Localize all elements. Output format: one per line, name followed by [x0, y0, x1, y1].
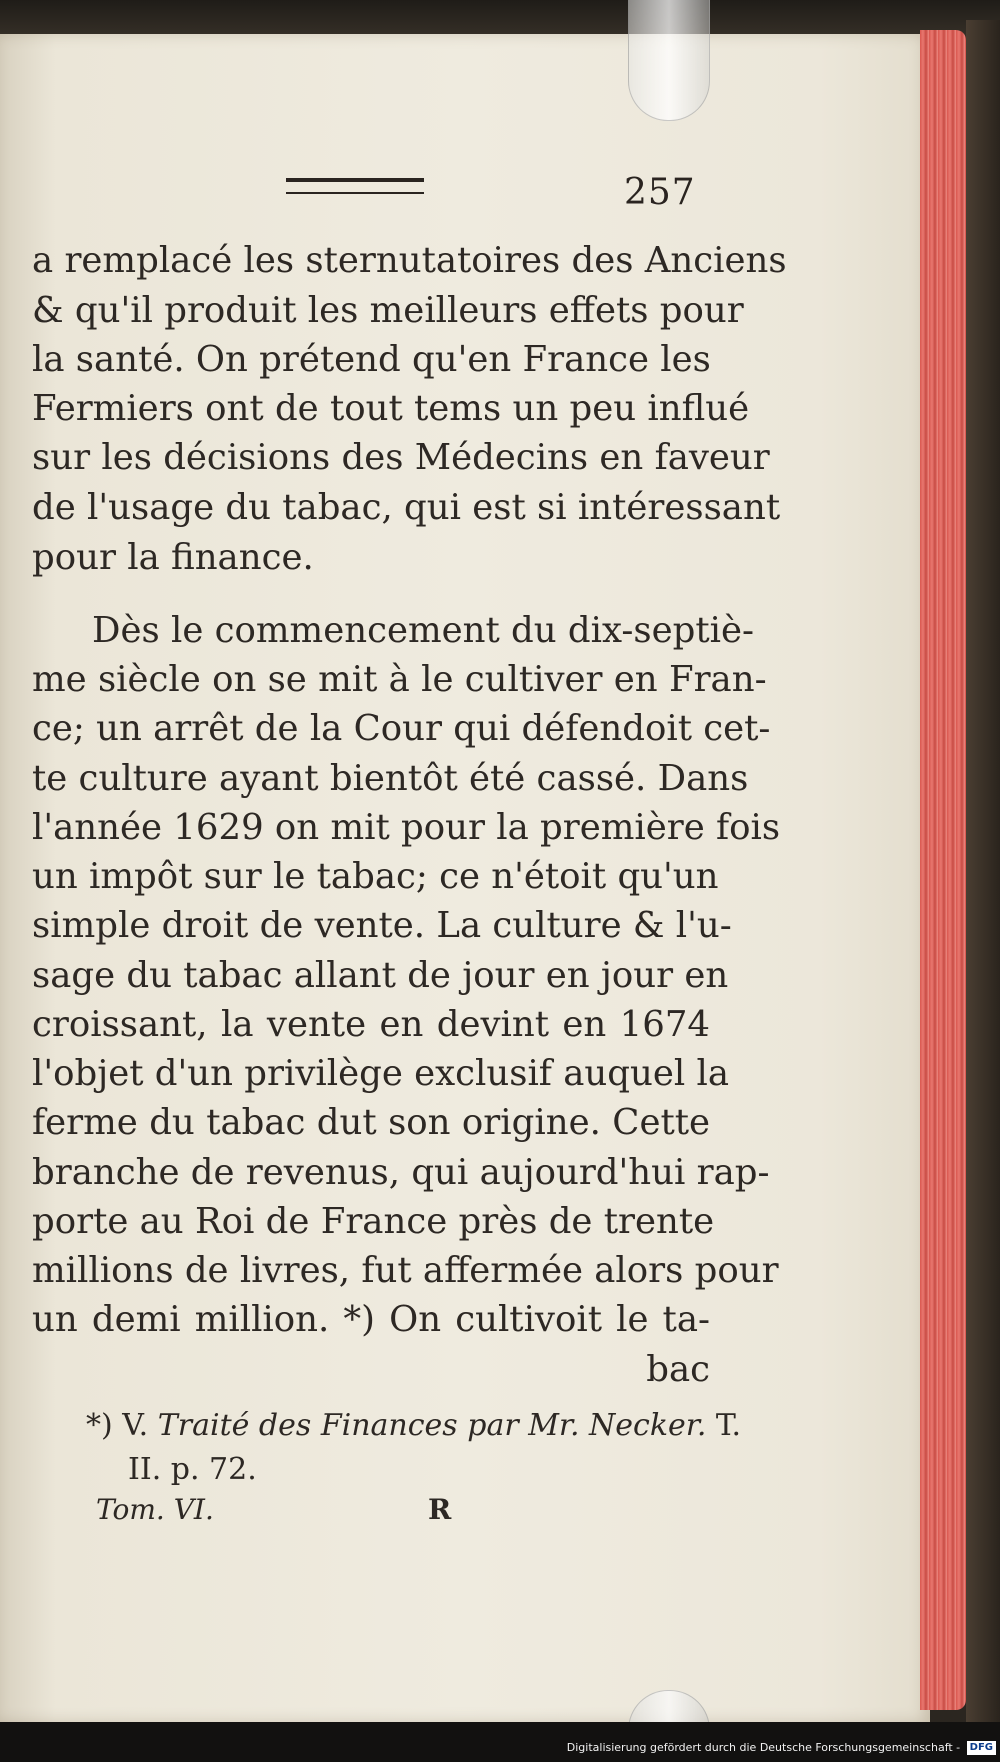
text-line: a remplacé les sternutatoires des Anciens	[32, 240, 787, 281]
text-line: la santé. On prétend qu'en France les	[32, 339, 711, 380]
footnote	[86, 1408, 742, 1443]
digitization-credit	[0, 1738, 996, 1758]
text-line: l'année 1629 on mit pour la première fois	[32, 807, 781, 848]
text-line: pour la finance.	[32, 537, 314, 578]
text-line: me siècle on se mit à le cultiver en Fran-	[32, 659, 767, 700]
text-line: te culture ayant bientôt été cassé. Dans	[32, 758, 749, 799]
book-cover-edge	[966, 20, 1000, 1740]
text-line: Fermiers ont de tout tems un peu influé	[32, 388, 750, 429]
text-line: croissant, la vente en devint en 1674	[32, 1004, 710, 1045]
text-line: ferme du tabac dut son origine. Cette	[32, 1102, 710, 1143]
text-line: & qu'il produit les meilleurs effets pour	[32, 290, 744, 331]
volume-signature: Tom. VI.	[96, 1493, 214, 1526]
text-line: sage du tabac allant de jour en jour en	[32, 955, 729, 996]
footnote-title: Traité des Finances par Mr. Necker.	[157, 1408, 707, 1443]
catchword: bac	[646, 1349, 710, 1390]
text-line: Dès le commencement du dix-septiè-	[92, 610, 754, 651]
text-line: un demi million. *) On cultivoit le ta-	[32, 1299, 710, 1340]
glass-clip-top	[628, 0, 710, 121]
text-line: porte au Roi de France près de trente	[32, 1201, 715, 1242]
text-line: sur les décisions des Médecins en faveur	[32, 437, 770, 478]
text-line: de l'usage du tabac, qui est si intéressant	[32, 487, 781, 528]
credit-text: Digitalisierung gefördert durch die Deutsche Forschungsgemeinschaft -	[566, 1741, 961, 1754]
text-line: millions de livres, fut affermée alors pour	[32, 1250, 779, 1291]
dfg-logo: DFG	[967, 1741, 996, 1755]
text-line: l'objet d'un privilège exclusif auquel la	[32, 1053, 730, 1094]
text-line: un impôt sur le tabac; ce n'étoit qu'un	[32, 856, 719, 897]
text-line: branche de revenus, qui aujourd'hui rap-	[32, 1152, 770, 1193]
footnote-ref: T.	[715, 1408, 742, 1443]
text-line: simple droit de vente. La culture & l'u-	[32, 905, 732, 946]
page-number: 257	[624, 172, 696, 213]
gathering-mark: R	[428, 1493, 452, 1526]
text-line: ce; un arrêt de la Cour qui défendoit cet-	[32, 708, 771, 749]
red-page-edges	[920, 30, 966, 1710]
header-rule	[286, 178, 424, 194]
footnote-marker: *) V.	[86, 1408, 149, 1443]
footnote-line-2: II. p. 72.	[128, 1452, 257, 1487]
